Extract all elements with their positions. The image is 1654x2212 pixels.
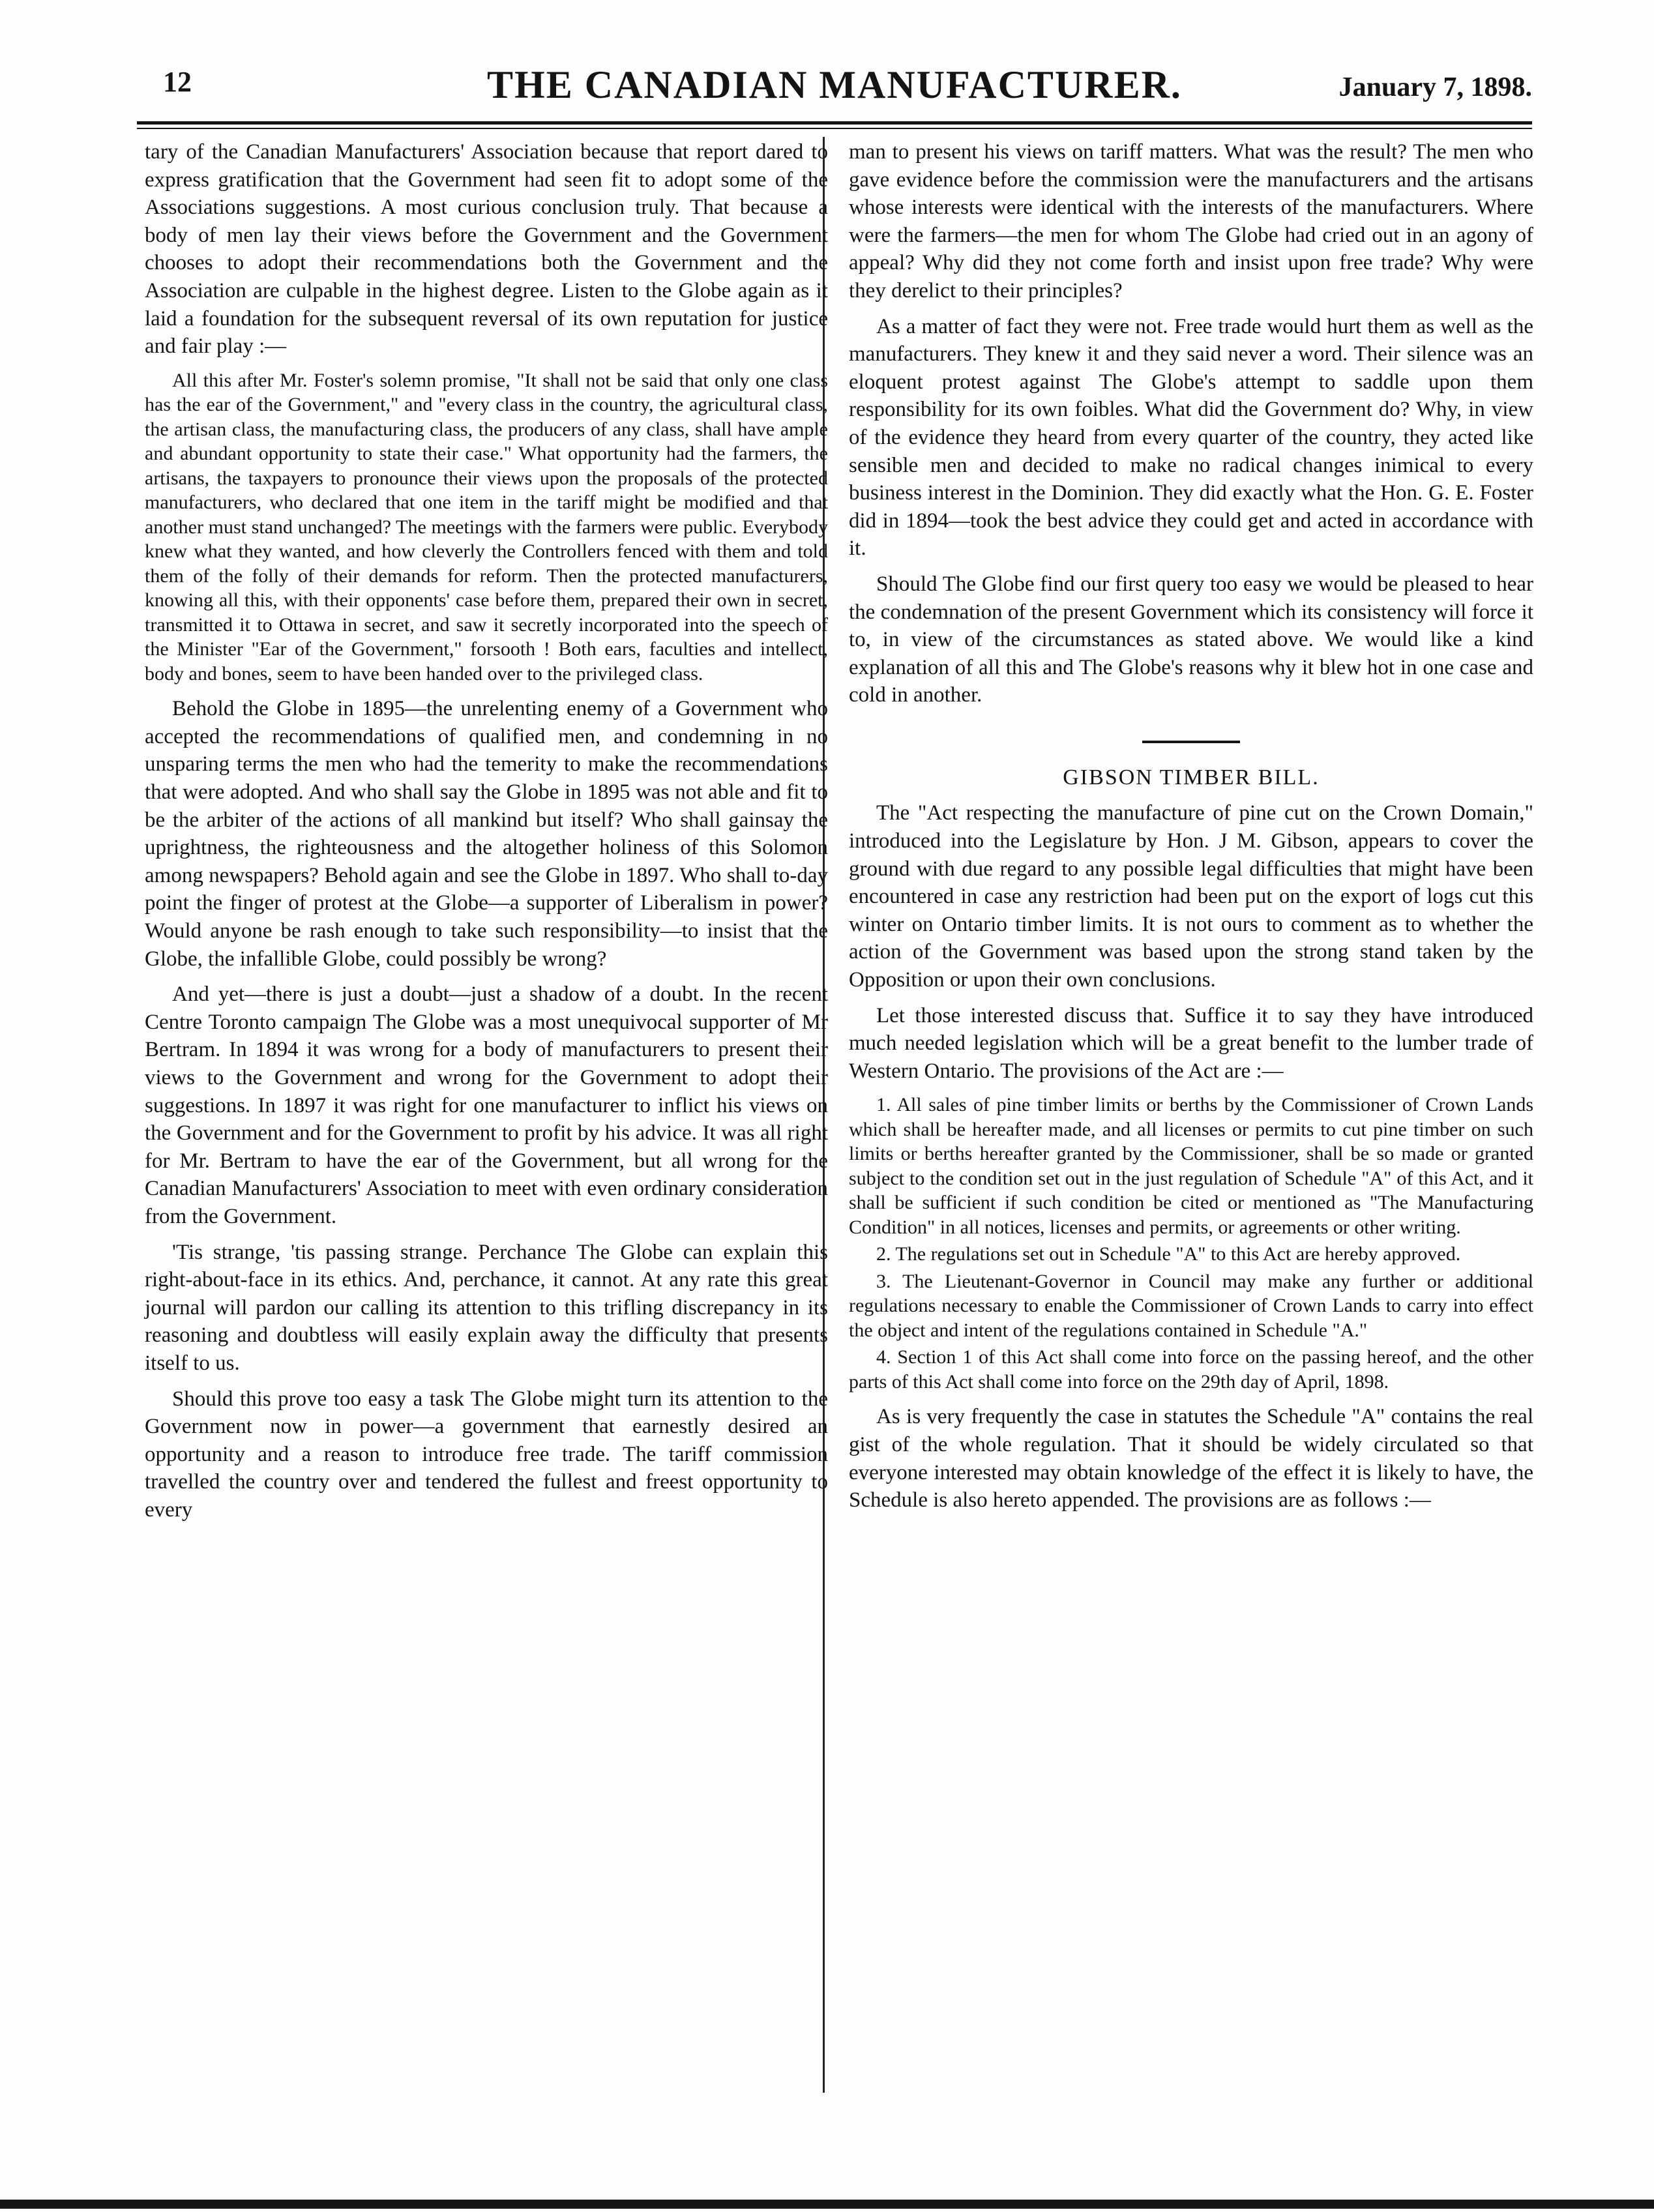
article-paragraph: tary of the Canadian Manufacturers' Association because that report dared to express gratification that the Government had seen fit to adopt some of the Associations suggestions. A most curious conclusion truly. That because a body of men lay their views before the Government and the Government chooses to adopt their recommendations both the Government and the Association are culpable in the highest degree. Listen to the Globe again as it laid a foundation for the subsequent reversal of its own reputation for justice and fair play :—: [145, 140, 828, 359]
quoted-passage: All this after Mr. Foster's solemn promise, "It shall not be said that only one class has the ear of the Government," and "every class in the country, the agricultural class, the artisan class, the manufacturing class, the producers of any class, shall have ample and abundant opportunity to state their case." What opportunity had the farmers, the artisans, the taxpayers to pronounce their views upon the proposals of the protected manufacturers, who declared that one item in the tariff might be modified and that another must stand unchanged? The meetings with the farmers were public. Everybody knew what they wanted, and how cleverly the Controllers fenced with them and told them of the folly of their demands for reform. Then the protected manufacturers, knowing all this, with their opponents' case before them, prepared their own in secret, transmitted it to Ottawa in secret, and saw it secretly incorporated into the speech of the Minister "Ear of the Government," forsooth ! Both ears, faculties and intellect, body and bones, seem to have been handed over to the privileged class.: [145, 369, 828, 685]
article-paragraph: As a matter of fact they were not. Free trade would hurt them as well as the manufacturers. They knew it and they said never a word. Their silence was an eloquent protest against The Globe's attempt to saddle upon them responsibility for its own foibles. What did the Government do? Why, in view of the evidence they heard from every quarter of the country, they acted like sensible men and decided to make no radical changes inimical to every business interest in the Dominion. They did exactly what the Hon. G. E. Foster did in 1894—took the best advice they could get and acted in accordance with it.: [849, 314, 1533, 561]
header-rule-thick: [137, 121, 1532, 125]
provision-item: 2. The regulations set out in Schedule "A" to this Act are hereby approved.: [876, 1243, 1461, 1265]
left-column: [145, 138, 828, 1531]
issue-date: January 7, 1898.: [1338, 72, 1532, 102]
article-paragraph: man to present his views on tariff matters. What was the result? The men who gave evidence before the commission were the manufacturers and the artisans whose interests were identical with the interests of the manufacturers. Where were the farmers—the men for whom The Globe had cried out in an agony of appeal? Why did they not come forth and insist upon free trade? Why were they derelict to their principles?: [849, 140, 1533, 302]
article-paragraph: Should The Globe find our first query too easy we would be pleased to hear the condemnation of the present Government which its consistency will force it to, in view of the circumstances as stated above. We would like a kind explanation of all this and The Globe's reasons why it blew hot in one case and cold in another.: [849, 572, 1533, 707]
masthead: [137, 65, 1532, 111]
page-number: 12: [163, 66, 192, 98]
article-paragraph: Should this prove too easy a task The Globe might turn its attention to the Government now in power—a government that earnestly desired an opportunity and a reason to introduce free trade. The tariff commission travelled the country over and tendered the fullest and freest opportunity to every: [145, 1387, 828, 1522]
header-rule-thin: [137, 128, 1532, 129]
article-paragraph: The "Act respecting the manufacture of pine cut on the Crown Domain," introduced into the Legislature by Hon. J M. Gibson, appears to cover the ground with due regard to any possible legal difficulties that might have been encountered in case any restriction had been put on the export of logs cut this winter on Ontario timber limits. It is not ours to comment as to whether the action of the Government was based upon the strong stand taken by the Opposition or upon their own conclusions.: [849, 801, 1533, 992]
article-paragraph: As is very frequently the case in statutes the Schedule "A" contains the real gist of the whole regulation. That it should be widely circulated so that everyone interested may obtain knowledge of the effect it is likely to have, the Schedule is also hereto appended. The provisions are as follows :—: [849, 1405, 1533, 1512]
section-heading: GIBSON TIMBER BILL.: [1063, 765, 1320, 789]
newspaper-title: THE CANADIAN MANUFACTURER.: [487, 63, 1182, 106]
provision-item: 4. Section 1 of this Act shall come into force on the passing hereof, and the other parts of this Act shall come into force on the 29th day of April, 1898.: [849, 1346, 1533, 1393]
article-paragraph: Let those interested discuss that. Suffice it to say they have introduced much needed legislation which will be a great benefit to the lumber trade of Western Ontario. The provisions of the Act are :—: [849, 1003, 1533, 1083]
provision-item: 1. All sales of pine timber limits or berths by the Commissioner of Crown Lands which shall be hereafter made, and all licenses or permits to cut pine timber on such limits or berths hereafter granted by the Commissioner, shall be so made or granted subject to the condition set out in the just regulation of Schedule "A" of this Act, and it shall be sufficient if such condition be cited or mentioned as "The Manufacturing Condition" in all notices, licenses and permits, or agreements or other writing.: [849, 1094, 1533, 1238]
article-paragraph: And yet—there is just a doubt—just a shadow of a doubt. In the recent Centre Toronto campaign The Globe was a most unequivocal supporter of Mr Bertram. In 1894 it was wrong for a body of manufacturers to present their views to the Government and wrong for the Government to adopt their suggestions. In 1897 it was right for one manufacturer to inflict his views on the Government and for the Government to profit by his advice. It was all right for Mr. Bertram to have the ear of the Government, but all wrong for the Canadian Manufacturers' Association to meet with even ordinary consideration from the Government.: [145, 982, 828, 1228]
section-separator: [1142, 741, 1240, 743]
right-column: [849, 138, 1533, 1522]
article-paragraph: Behold the Globe in 1895—the unrelenting enemy of a Government who accepted the recommendations of qualified men, and condemning in no unsparing terms the men who had the temerity to make the recommendations that were adopted. And who shall say the Globe in 1895 was not able and fit to be the arbiter of the actions of all mankind but itself? Who shall gainsay the uprightness, the righteousness and the altogether holiness of this Solomon among newspapers? Behold again and see the Globe in 1897. Who shall to-day point the finger of protest at the Globe—a supporter of Liberalism in power? Would anyone be rash enough to take such responsibility—to insist that the Globe, the infallible Globe, could possibly be wrong?: [145, 697, 828, 971]
page-bottom-border: [0, 2200, 1654, 2209]
article-paragraph: 'Tis strange, 'tis passing strange. Perchance The Globe can explain this right-about-face in its ethics. And, perchance, it cannot. At any rate this great journal will pardon our calling its attention to this trifling discrepancy in its reasoning and doubtless will easily explain away the difficulty that presents itself to us.: [145, 1240, 828, 1375]
provision-item: 3. The Lieutenant-Governor in Council may make any further or additional regulations necessary to enable the Commissioner of Crown Lands to carry into effect the object and intent of the regulations contained in Schedule "A.": [849, 1270, 1533, 1341]
